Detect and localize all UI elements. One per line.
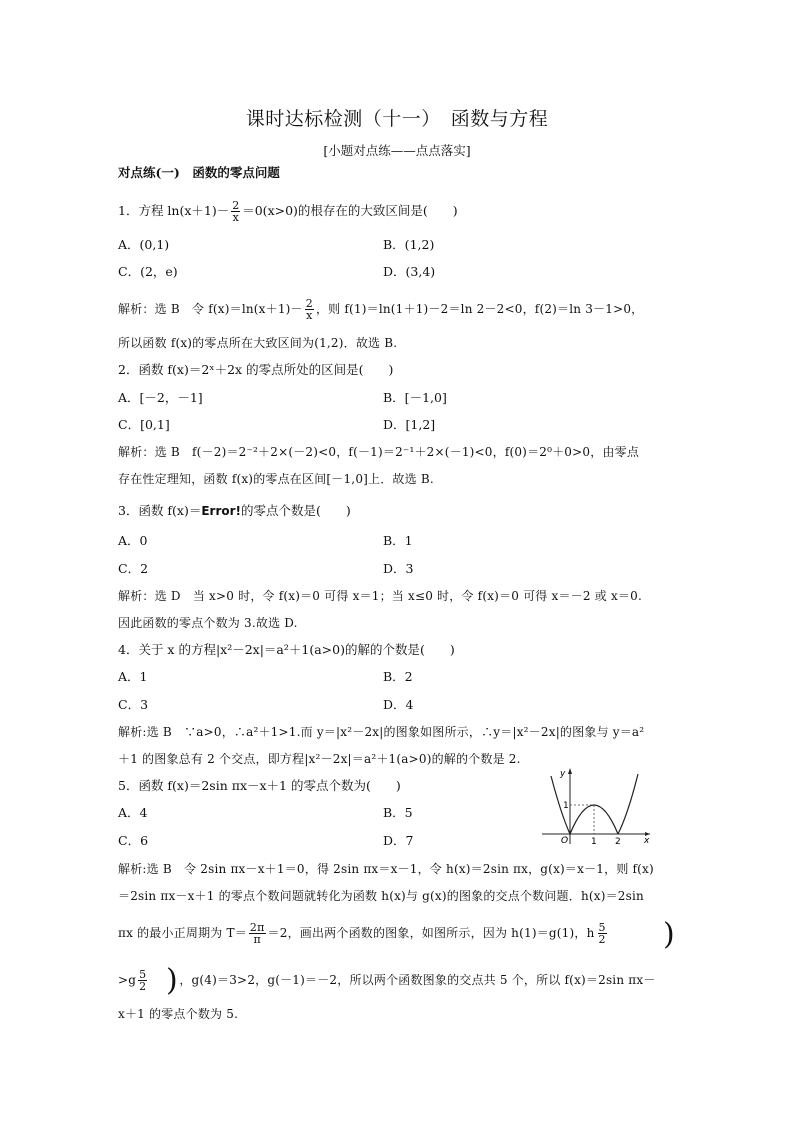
q1-option-a: A．(0,1) bbox=[118, 237, 170, 252]
curve-right-branch bbox=[618, 774, 638, 834]
q3-option-d: D．3 bbox=[383, 561, 414, 576]
q1-fraction bbox=[231, 200, 240, 223]
q1-stem-b: ＝0(x>0)的根存在的大致区间是( ) bbox=[242, 203, 458, 218]
q2-solution-line2: 存在性定理知，函数 f(x)的零点在区间[－1,0]上．故选 B. bbox=[118, 472, 434, 486]
q1-sol-frac-den: x bbox=[306, 309, 313, 322]
q5-solution-line2: ＝2sin πx－x＋1 的零点个数问题就转化为函数 h(x)与 g(x)的图象的交点个数问题．h(x)＝2sin bbox=[118, 889, 644, 903]
q3-stem bbox=[118, 502, 351, 520]
q5-option-a: A．4 bbox=[118, 805, 148, 820]
q5-option-b: B．5 bbox=[383, 805, 413, 820]
page-title: 课时达标检测（十一） 函数与方程 bbox=[245, 108, 549, 130]
q3-option-b: B．1 bbox=[383, 533, 413, 548]
q5-solution-line3 bbox=[118, 922, 609, 945]
x-axis-label: x bbox=[644, 836, 650, 846]
q4-option-c: C．3 bbox=[118, 697, 149, 712]
q1-sol-frac-num: 2 bbox=[305, 297, 313, 310]
x-tick-1: 1 bbox=[591, 837, 597, 846]
q1-sol-b: ，则 f(1)＝ln(1＋1)－2＝ln 2－2<0，f(2)＝ln 3－1>0， bbox=[315, 302, 644, 316]
q5-solution-line5: x＋1 的零点个数为 5. bbox=[118, 1007, 239, 1021]
q5-h-fraction bbox=[598, 922, 607, 945]
q3-option-c: C．2 bbox=[118, 561, 149, 576]
q5-g-den: 2 bbox=[139, 980, 147, 993]
q2-option-c: C．[0,1] bbox=[118, 417, 170, 432]
q5-period-den: π bbox=[253, 933, 261, 946]
section-heading: 对点练(一) 函数的零点问题 bbox=[118, 165, 280, 180]
q1-stem bbox=[118, 200, 458, 223]
q2-option-a: A．[－2，－1] bbox=[118, 390, 203, 405]
q4-solution-line2: ＋1 的图象总有 2 个交点，即方程|x²－2x|＝a²＋1(a>0)的解的个数是 2. bbox=[118, 752, 521, 766]
q5-sol3-a: πx 的最小正周期为 T＝ bbox=[118, 926, 247, 940]
q1-solution-line2: 所以函数 f(x)的零点所在大致区间为(1,2)．故选 B. bbox=[118, 336, 398, 350]
q4-option-a: A．1 bbox=[118, 669, 148, 684]
q5-period-num: 2π bbox=[249, 921, 265, 934]
q5-solution-line1: 解析:选 B 令 2sin πx－x＋1＝0，得 2sin πx＝x－1，令 h(x)＝2sin πx，g(x)＝x－1，则 f(x) bbox=[118, 862, 654, 876]
q5-sol4-a: >g bbox=[118, 973, 137, 987]
q1-stem-a: 1．方程 ln(x＋1)－ bbox=[118, 203, 230, 218]
q5-h-num: 5 bbox=[598, 921, 606, 934]
q3-option-a: A．0 bbox=[118, 533, 148, 548]
q1-solution-line1 bbox=[118, 298, 643, 321]
q5-period-fraction bbox=[249, 922, 266, 945]
q3-solution-line1: 解析：选 D 当 x>0 时，令 f(x)＝0 可得 x＝1；当 x≤0 时，令 f(x)＝0 可得 x＝－2 或 x＝0. bbox=[118, 589, 642, 603]
q5-option-c: C．6 bbox=[118, 833, 149, 848]
q5-h-right-paren: ) bbox=[663, 917, 675, 952]
y-tick-1: 1 bbox=[563, 801, 569, 811]
q1-option-c: C．(2，e) bbox=[118, 264, 178, 279]
q5-h-den: 2 bbox=[598, 933, 606, 946]
q2-option-d: D．[1,2] bbox=[383, 417, 436, 432]
q4-stem: 4．关于 x 的方程|x²－2x|＝a²＋1(a>0)的解的个数是( ) bbox=[118, 642, 455, 657]
graph-figure bbox=[536, 764, 656, 846]
page-subtitle: [小题对点练——点点落实] bbox=[323, 143, 471, 158]
q5-sol3-b: ＝2，画出两个函数的图象，如图所示，因为 h(1)＝g(1)，h bbox=[267, 926, 595, 940]
q4-option-b: B．2 bbox=[383, 669, 413, 684]
q1-option-d: D．(3,4) bbox=[383, 264, 436, 279]
q4-option-d: D．4 bbox=[383, 697, 414, 712]
q5-solution-line4 bbox=[118, 969, 656, 992]
q3-stem-b: 的零点个数是( ) bbox=[241, 503, 351, 518]
q1-frac-num: 2 bbox=[232, 199, 240, 212]
q5-g-fraction bbox=[138, 969, 147, 992]
origin-label: O bbox=[561, 836, 569, 846]
q3-error-text: Error! bbox=[201, 504, 242, 518]
q1-sol-fraction bbox=[305, 298, 314, 321]
y-axis-label: y bbox=[560, 769, 566, 779]
q5-option-d: D．7 bbox=[383, 833, 414, 848]
q5-g-right-paren: ) bbox=[166, 963, 178, 998]
q4-solution-line1: 解析:选 B ∵a>0，∴a²＋1>1.而 y＝|x²－2x|的图象如图所示，∴y＝|x²－2x|的图象与 y＝a² bbox=[118, 725, 645, 739]
q1-frac-den: x bbox=[232, 211, 239, 224]
q2-stem: 2．函数 f(x)＝2ˣ＋2x 的零点所处的区间是( ) bbox=[118, 362, 394, 377]
y-axis-arrow bbox=[568, 768, 572, 774]
q2-solution-line1: 解析：选 B f(－2)＝2⁻²＋2×(－2)<0，f(－1)＝2⁻¹＋2×(－1)<0，f(0)＝2⁰＋0>0，由零点 bbox=[118, 445, 640, 459]
q5-stem: 5．函数 f(x)＝2sin πx－x＋1 的零点个数为( ) bbox=[118, 778, 401, 793]
q5-sol4-b: ，g(4)＝3>2，g(－1)＝－2，所以两个函数图象的交点共 5 个，所以 f(x)＝2sin πx－ bbox=[179, 973, 656, 987]
q2-option-b: B．[－1,0] bbox=[383, 390, 447, 405]
q1-option-b: B．(1,2) bbox=[383, 237, 435, 252]
q5-g-num: 5 bbox=[139, 968, 147, 981]
x-tick-2: 2 bbox=[615, 837, 621, 846]
q3-solution-line2: 因此函数的零点个数为 3.故选 D. bbox=[118, 616, 298, 630]
q1-sol-a: 解析：选 B 令 f(x)＝ln(x＋1)－ bbox=[118, 302, 303, 316]
q3-stem-a: 3．函数 f(x)＝ bbox=[118, 503, 202, 518]
